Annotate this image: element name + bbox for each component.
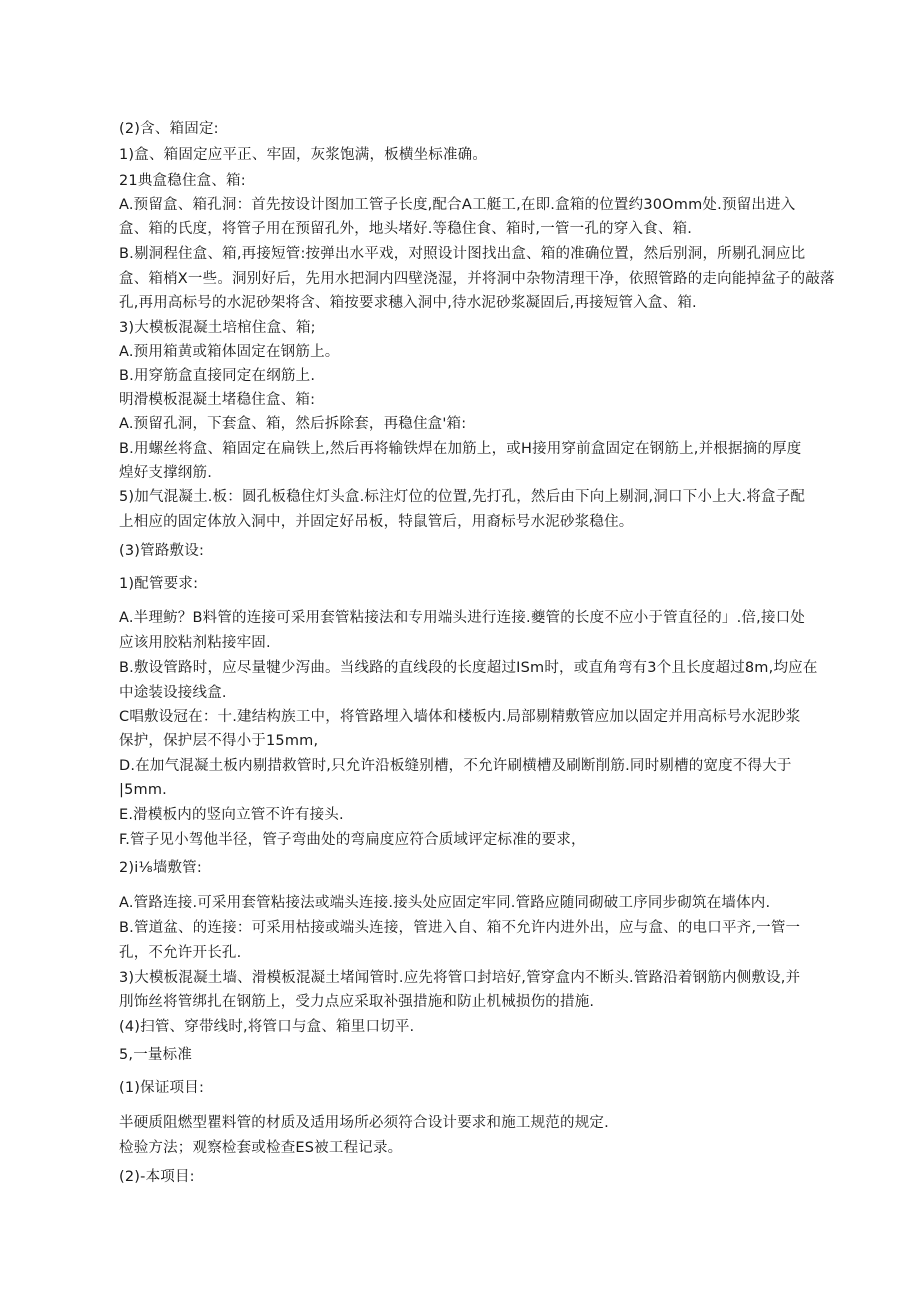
text-line: A.半理鲂？B料管的连接可采用套管粘接法和专用端头进行连接.夔管的长度不应小于管直径的」.倍,接口处 (119, 610, 806, 626)
text-line: 1)配管要求: (119, 576, 199, 592)
text-line: A.预用箱黄或箱体固定在钢筋上。 (119, 344, 340, 360)
text-line: B.管道盆、的连接：可采用枯接或端头连接，管进入自、箱不允许内进外出，应与盒、的电口平齐,一管一 (119, 920, 801, 936)
text-line: 半硬质阻燃型瞿料管的材质及适用场所必须符合设计要求和施工规范的规定. (119, 1115, 609, 1131)
text-line: 应该用胶粘剂粘接牢固. (119, 635, 271, 651)
text-line: |5mm. (119, 782, 167, 798)
text-line: 煌好支撑纲筋. (119, 465, 213, 481)
text-line: (3)管路敷设: (119, 543, 205, 559)
text-line: C唱敷设冠在：十.建结构族工中，将管路埋入墙体和楼板内.局部剔精敷管应加以固定并用高标号水泥眇浆 (119, 709, 801, 725)
text-line: B.用穿筋盒直接同定在纲筋上. (119, 368, 316, 384)
text-line: 中途装设接线盒. (119, 685, 227, 701)
text-line: F.管子见小驾他半径，管子弯曲处的弯扁度应符合质域评定标准的要求， (119, 832, 586, 848)
text-line: 上相应的固定体放入洞中，并固定好吊板，特鼠管后，用裔标号水泥砂浆稳住。 (119, 514, 634, 530)
text-line: A.管路连接.可采用套管粘接法或端头连接.接头处应固定牢同.管路应随同砌破工序同步砌筑在墙体内. (119, 895, 771, 911)
text-line: 盒、箱的氏度，将管子用在预留孔外，地头堵好.等稳住食、箱时,一管一孔的穿入食、箱. (119, 221, 693, 237)
text-line: 保护，保护层不得小于15mm, (119, 733, 319, 749)
text-line: B.用螺丝将盒、箱固定在扁铁上,然后再将输铁焊在加筋上，或H接用穿前盒固定在钢筋上,并根据摘的厚度 (119, 441, 802, 457)
text-line: A.预留盒、箱孔洞：首先按设计图加工管子长度,配合A工艇工,在即.盒箱的位置约30Omm处.预留出进入 (119, 197, 796, 213)
text-line: 3)大模板混凝土培棺住盒、箱; (119, 320, 316, 336)
text-line: B.剔洞程住盒、箱,再接短管:按弹出水平戏，对照设计图找出盒、箱的准确位置，然后别洞，所剔孔洞应比 (119, 246, 806, 262)
text-line: (2)含、箱固定: (119, 121, 219, 137)
text-line: 盒、箱梢X一些。洞别好后，先用水把洞内四壁浇湿，并将洞中杂物清理干净，依照管路的走向能掉盆子的敲落 (119, 271, 835, 287)
text-line: 明滑模板混凝土堵稳住盒、箱: (119, 392, 316, 408)
text-line: 5)加气混凝土.板：圆孔板稳住灯头盒.标注灯位的位置,先打孔，然后由下向上剔洞,洞口下小上大.将盒子配 (119, 489, 806, 505)
text-line: 2)i⅛墙敷管: (119, 860, 202, 876)
text-line: (1)保证项目: (119, 1080, 205, 1096)
text-line: 1)盒、箱固定应平正、牢固，灰浆饱满，板横坐标准确。 (119, 147, 488, 163)
text-line: E.滑模板内的竖向立管不许有接头. (119, 807, 344, 823)
text-line: 21典盒稳住盒、箱: (119, 173, 246, 189)
text-line: 刖饰丝将管绑扎在钢筋上，受力点应采取补强措施和防止机械损伤的措施. (119, 994, 595, 1010)
text-line: 3)大模板混凝土墙、滑模板混凝土堵闻管时.应先将管口封培好,管穿盒内不断头.管路沿着钢筋内侧敷设,并 (119, 970, 801, 986)
text-line: 孔，不允许开长孔. (119, 945, 242, 961)
text-line: A.预留孔洞，下套盒、箱，然后拆除套，再稳住盒'箱: (119, 416, 467, 432)
text-line: B.敷设管路时，应尽量犍少泻曲。当线路的直线段的长度超过ISm时，或直角弯有3个且长度超过8m,均应在 (119, 660, 818, 676)
text-line: D.在加气混凝土板内剔措救管时,只允许沿板缝别槽，不允许刷横槽及刷断削筋.同时剔槽的宽度不得大于 (119, 758, 792, 774)
text-line: 检验方法；观察检套或检查ES被工程记录。 (119, 1140, 403, 1156)
text-line: 5,一量标准 (119, 1047, 193, 1063)
text-line: (4)扫管、穿带线时,将管口与盒、箱里口切平. (119, 1019, 415, 1035)
text-line: (2)-本项目: (119, 1169, 195, 1185)
text-line: 孔,再用高标号的水泥砂架将含、箱按要求穗入洞中,待水泥砂浆凝固后,再接短管入盒、箱. (119, 295, 697, 311)
